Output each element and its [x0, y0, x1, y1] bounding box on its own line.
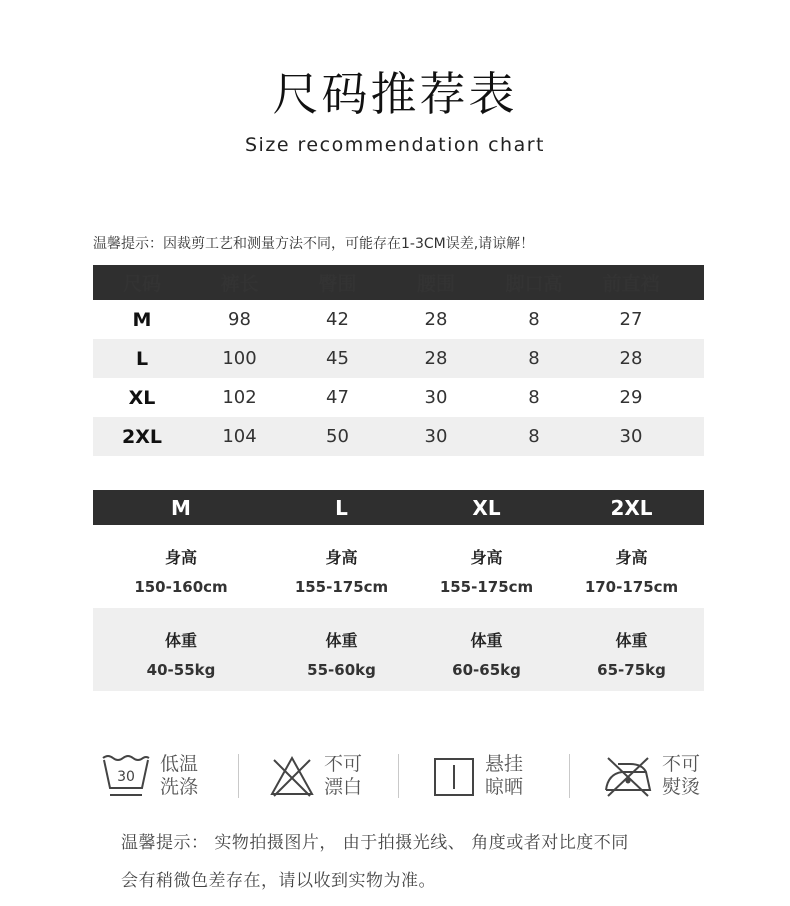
- table-row: [93, 417, 704, 456]
- care-low-temp-wash: [100, 748, 198, 804]
- height-cell: [414, 525, 559, 608]
- weight-cell: [414, 608, 559, 691]
- weight-value: 65-75kg: [597, 661, 666, 679]
- header-waist: 腰围: [416, 273, 455, 295]
- row-size: 2XL: [122, 425, 162, 448]
- row-value: 28: [424, 348, 448, 369]
- row-size: L: [135, 347, 149, 370]
- care-label: 不可: [324, 753, 363, 775]
- height-value: 150-160cm: [134, 578, 228, 596]
- divider: [238, 754, 239, 798]
- row-value: 30: [424, 387, 448, 408]
- height-value: 155-175cm: [439, 578, 534, 596]
- no-bleach-icon: [268, 752, 316, 800]
- divider: [398, 754, 399, 798]
- table-header-row: [93, 265, 704, 300]
- row-value: 42: [326, 309, 349, 330]
- table-row: [93, 339, 704, 378]
- height-cell: [93, 525, 269, 608]
- fit-recommendation-table: [93, 490, 704, 691]
- size-measurement-table: [93, 265, 704, 456]
- wash-30-icon: [100, 750, 152, 802]
- row-value: 100: [222, 348, 257, 369]
- page-title: 尺码推荐表: [272, 67, 518, 121]
- hang-dry-icon: [431, 753, 477, 799]
- row-size: XL: [128, 386, 156, 409]
- no-iron-icon: [602, 752, 654, 800]
- weight-value: 55-60kg: [307, 661, 376, 679]
- row-value: 30: [424, 426, 448, 447]
- care-label: 熨烫: [662, 776, 701, 798]
- weight-value: 40-55kg: [146, 661, 216, 679]
- header-hip: 臀围: [318, 273, 357, 295]
- care-label: 晾晒: [485, 776, 524, 798]
- recommend-size: L: [335, 495, 348, 520]
- height-label: 身高: [470, 548, 503, 567]
- recommend-size: XL: [472, 495, 501, 520]
- row-value: 30: [619, 426, 643, 447]
- weight-label: 体重: [615, 631, 648, 650]
- table-row: [93, 300, 704, 339]
- row-value: 45: [326, 348, 349, 369]
- height-value: 155-175cm: [294, 578, 389, 596]
- row-value: 50: [326, 426, 349, 447]
- weight-label: 体重: [325, 631, 358, 650]
- care-instructions: [95, 748, 715, 804]
- care-label: 悬挂: [485, 753, 524, 775]
- height-value: 170-175cm: [584, 578, 679, 596]
- care-label: 洗涤: [160, 776, 199, 798]
- table-row: [93, 378, 704, 417]
- weight-label: 体重: [470, 631, 503, 650]
- weight-cell: [93, 608, 269, 691]
- row-value: 104: [222, 426, 257, 447]
- row-value: 98: [228, 309, 251, 330]
- height-label: 身高: [325, 548, 358, 567]
- row-value: 8: [528, 348, 540, 369]
- row-value: 8: [528, 387, 540, 408]
- header-size: 尺码: [122, 273, 161, 295]
- row-value: 102: [222, 387, 257, 408]
- height-cell: [559, 525, 704, 608]
- care-no-iron: [602, 748, 700, 804]
- care-no-bleach: [268, 748, 362, 804]
- weight-label: 体重: [164, 631, 197, 650]
- footer-note-line1: 温馨提示： 实物拍摄图片， 由于拍摄光线、 角度或者对比度不同: [121, 833, 629, 853]
- weight-cell: [559, 608, 704, 691]
- header-front-rise: 前直裆: [602, 273, 660, 295]
- recommend-header-row: [93, 490, 704, 525]
- weight-value: 60-65kg: [452, 661, 521, 679]
- row-value: 8: [528, 309, 540, 330]
- header-pants-length: 裤长: [220, 273, 259, 295]
- recommend-size: M: [171, 495, 191, 520]
- row-value: 8: [528, 426, 540, 447]
- divider: [569, 754, 570, 798]
- care-label: 不可: [662, 753, 701, 775]
- footer-note-line2: 会有稍微色差存在，请以收到实物为准。: [121, 871, 436, 891]
- page-subtitle: Size recommendation chart: [245, 134, 545, 156]
- recommend-size: 2XL: [610, 495, 653, 520]
- wash-temp-badge: 30: [117, 769, 135, 785]
- row-value: 47: [326, 387, 349, 408]
- height-label: 身高: [164, 548, 197, 567]
- header-leg-opening: 脚口高: [505, 273, 563, 295]
- care-label: 漂白: [324, 776, 363, 798]
- height-label: 身高: [615, 548, 648, 567]
- row-size: M: [132, 308, 152, 331]
- height-cell: [269, 525, 414, 608]
- row-value: 29: [619, 387, 643, 408]
- row-value: 28: [619, 348, 643, 369]
- measurement-notice: 温馨提示：因裁剪工艺和测量方法不同，可能存在1-3CM误差,请谅解！: [93, 236, 535, 252]
- weight-cell: [269, 608, 414, 691]
- care-hang-dry: [431, 748, 523, 804]
- care-label: 低温: [160, 753, 199, 775]
- row-value: 27: [619, 309, 643, 330]
- weight-block: [93, 608, 704, 691]
- row-value: 28: [424, 309, 448, 330]
- height-block: [93, 525, 704, 608]
